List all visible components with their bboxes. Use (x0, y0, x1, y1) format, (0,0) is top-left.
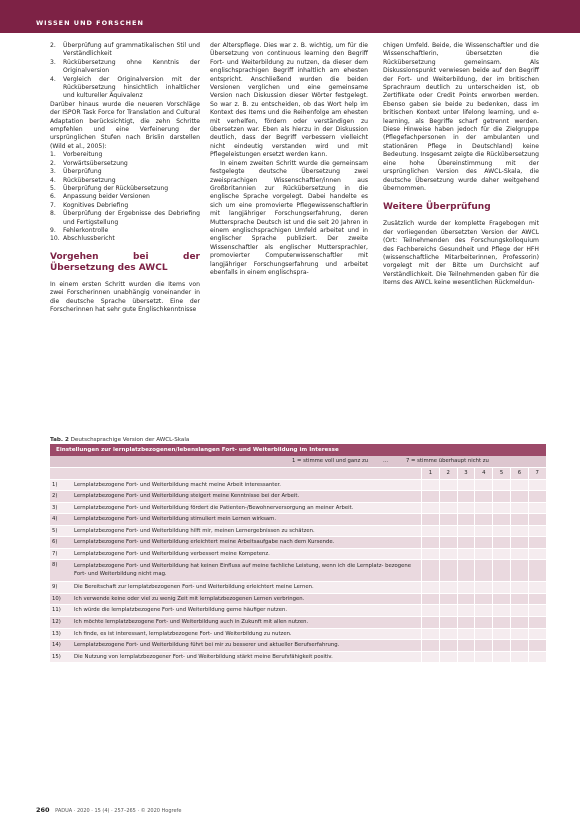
rating-cell[interactable] (439, 640, 457, 651)
rating-cell[interactable] (528, 640, 546, 651)
section-heading: Vorgehen bei der Übersetzung des AWCL (50, 251, 200, 273)
list-item (50, 59, 200, 76)
item-text: Lernplatzbezogene Fort- und Weiterbildung steigert meine Kenntnisse bei der Arbeit. (74, 493, 300, 500)
item-number: 2) (52, 493, 58, 500)
list-item-number: 5. (50, 184, 56, 192)
rating-cell[interactable] (528, 514, 546, 525)
page-number: 260 (36, 806, 50, 814)
rating-cell[interactable] (474, 629, 492, 640)
rating-cell[interactable] (510, 491, 528, 502)
paragraph: In einem zweiten Schritt wurde die gemeinsam festgelegte deutsche Übersetzung zwei zweisprachigen Wissenschaftler/innen aus Großbritannien zur Rückübersetzung in die englische Sprache vorgelegt. Dabei handelte es sich um eine promovierte Pflegewissenschaftlerin mit langjähriger Forschungserfahrung, deren Muttersprache Deutsch ist und die seit 20 Jahren in einem englischsprachigen Umfeld arbeitet und in englischer Sprache publiziert. Der zweite Wissenschaftler als englischer Muttersprachler, promovierter Computerwissenschaftler mit langjähriger Forschungserfahrung und arbeitet ebenfalls in einem englischspra- (210, 159, 368, 276)
rating-cell[interactable] (457, 582, 475, 593)
list-item-number: 3. (50, 168, 56, 176)
rating-cell[interactable] (421, 629, 439, 640)
table-body (50, 479, 546, 663)
table-row (50, 628, 546, 640)
paragraph: In einem ersten Schritt wurden die Items von zwei Forscherinnen unabhängig voneinander in die deutsche Sprache übersetzt. Eine der Forscherinnen hat sehr gute Englischkenntnisse (50, 280, 200, 313)
table-caption-text: Deutschsprachige Version der AWCL-Skala (70, 437, 190, 443)
list-item (50, 177, 200, 185)
rating-cell[interactable] (439, 560, 457, 581)
list-item-text: Abschlussbericht (63, 235, 115, 243)
rating-cell[interactable] (474, 480, 492, 491)
rating-cell[interactable] (510, 629, 528, 640)
list-item-text: Überprüfung auf grammatikalischen Stil und Verständlichkeit (63, 42, 200, 58)
rating-cell[interactable] (421, 594, 439, 605)
rating-cell[interactable] (510, 582, 528, 593)
list-item-text: Überprüfung der Ergebnisse des Debriefing und Fertigstellung (63, 210, 200, 226)
rating-cell[interactable] (457, 629, 475, 640)
rating-cell[interactable] (510, 480, 528, 491)
scale-number: 6 (510, 468, 528, 479)
list-item-number: 8. (50, 210, 56, 218)
rating-cell[interactable] (492, 491, 510, 502)
rating-cell[interactable] (528, 549, 546, 560)
table-row (50, 651, 546, 663)
rating-cell[interactable] (439, 526, 457, 537)
table-row (50, 559, 546, 581)
rating-cell[interactable] (492, 526, 510, 537)
scale-number: 2 (439, 468, 457, 479)
list-item (50, 168, 200, 176)
scale-right-label: 7 = stimme überhaupt nicht zu (406, 458, 489, 464)
list-item-number: 10. (50, 235, 60, 243)
item-number: 10) (52, 595, 61, 602)
table-row (50, 593, 546, 605)
rating-cell[interactable] (421, 526, 439, 537)
rating-cell[interactable] (510, 605, 528, 616)
section-header-band (0, 0, 580, 33)
rating-cell[interactable] (421, 605, 439, 616)
rating-cell[interactable] (528, 629, 546, 640)
list-item-text: Rückübersetzung ohne Kenntnis der Originalversion (63, 58, 200, 75)
item-text: Ich möchte lernplatzbezogene Fort- und Weiterbildung auch in Zukunft mit allen nutzen. (74, 619, 309, 626)
rating-cell[interactable] (421, 480, 439, 491)
scale-left-label: 1 = stimme voll und ganz zu (292, 458, 369, 464)
rating-cell[interactable] (474, 526, 492, 537)
rating-cell[interactable] (492, 582, 510, 593)
rating-cell[interactable] (528, 652, 546, 663)
rating-cell[interactable] (457, 560, 475, 581)
section-label: WISSEN UND FORSCHEN (36, 19, 144, 27)
rating-cell[interactable] (474, 560, 492, 581)
list-item-number: 9. (50, 226, 56, 234)
rating-cell[interactable] (510, 526, 528, 537)
item-text: Lernplatzbezogene Fort- und Weiterbildung führt bei mir zu besserer und aktueller Berufserfahrung. (74, 642, 340, 649)
table-row (50, 616, 546, 628)
page-footer (36, 806, 181, 814)
item-text: Lernplatzbezogene Fort- und Weiterbildung erleichtert meine Arbeitsaufgabe nach dem Kursende. (74, 539, 335, 546)
scale-number: 3 (457, 468, 475, 479)
item-text: Ich würde die lernplatzbezogene Fort- und Weiterbildung gerne häufiger nutzen. (74, 607, 288, 614)
item-number: 8) (52, 562, 58, 569)
item-text: Lernplatzbezogene Fort- und Weiterbildung macht meine Arbeit interessanter. (74, 481, 281, 488)
rating-cell[interactable] (457, 652, 475, 663)
rating-cell[interactable] (474, 537, 492, 548)
rating-cell[interactable] (510, 537, 528, 548)
rating-cell[interactable] (492, 640, 510, 651)
item-number: 7) (52, 550, 58, 557)
list-item-number: 4. (50, 75, 56, 83)
item-text: Lernplatzbezogene Fort- und Weiterbildung verbessert meine Kompetenz. (74, 550, 270, 557)
rating-cell[interactable] (457, 640, 475, 651)
list-item (50, 193, 200, 201)
numbered-list-top (50, 42, 200, 101)
rating-cell[interactable] (528, 537, 546, 548)
rating-cell[interactable] (439, 480, 457, 491)
rating-cell[interactable] (492, 617, 510, 628)
rating-cell[interactable] (457, 617, 475, 628)
rating-cell[interactable] (474, 640, 492, 651)
rating-cell[interactable] (474, 594, 492, 605)
rating-cell[interactable] (421, 537, 439, 548)
item-number: 6) (52, 539, 58, 546)
rating-cell[interactable] (474, 652, 492, 663)
rating-cell[interactable] (457, 549, 475, 560)
rating-cell[interactable] (510, 594, 528, 605)
list-item-number: 1. (50, 151, 56, 159)
table-caption-label: Tab. 2 (50, 437, 69, 443)
rating-cell[interactable] (528, 526, 546, 537)
item-number: 15) (52, 653, 61, 660)
scale-legend (50, 456, 546, 467)
list-item (50, 227, 200, 235)
rating-cell[interactable] (528, 594, 546, 605)
rating-cell[interactable] (439, 514, 457, 525)
list-item-number: 7. (50, 201, 56, 209)
list-item (50, 210, 200, 227)
item-number: 9) (52, 584, 58, 591)
list-item (50, 185, 200, 193)
item-text: Lernplatzbezogene Fort- und Weiterbildung hat keinen Einfluss auf meine fachliche Leistung, wenn ich die Lernplatz- bezogene Fort- und Weiterbildung nicht mag. (74, 563, 411, 578)
table-row (50, 536, 546, 548)
item-text: Lernplatzbezogene Fort- und Weiterbildung stimuliert mein Lernen wirksam. (74, 516, 277, 523)
rating-cell[interactable] (510, 640, 528, 651)
rating-cell[interactable] (421, 503, 439, 514)
rating-cell[interactable] (457, 537, 475, 548)
rating-cell[interactable] (439, 537, 457, 548)
rating-cell[interactable] (439, 594, 457, 605)
rating-cell[interactable] (510, 617, 528, 628)
rating-cell[interactable] (457, 526, 475, 537)
paragraph: Darüber hinaus wurde die neueren Vorschläge der ISPOR Task Force for Translation and Cultural Adaptation berücksichtigt, die zehn Schritte empfehlen und eine Verfeinerung der ursprünglichen Stufen nach Brislin darstellen (Wild et al., 2005): (50, 100, 200, 150)
rating-cell[interactable] (457, 491, 475, 502)
table-row (50, 479, 546, 491)
table-caption (50, 437, 189, 443)
footer-citation: PADUA · 2020 · 15 (4) · 257–265 · © 2020 Hogrefe (55, 808, 182, 814)
list-item-text: Kognitives Debriefing (63, 201, 129, 209)
paragraph: der Alterspflege. Dies war z. B. wichtig, um für die Übersetzung von continuous learning den Begriff Fort- und Weiterbildung zu nutzen, da dieser dem englischsprachigen Begriff inhaltlich am ehesten entspricht. Anschließend wurden die beiden Versionen verglichen und eine gemeinsame Version nach Diskussion dieser Wörter festgelegt. So war z. B. zu entscheiden, ob das Wort help im Kontext des Items und die Reihenfolge am ehesten mit verhelfen, fördern oder verständigen zu übersetzen war. Eben als hierzu in der Diskussion deutlich, dass der Begriff verbessern vielleicht nicht eindeutig verstanden wird und mit Pflegeleistungen ersetzt werden kann. (210, 42, 368, 159)
rating-cell[interactable] (421, 560, 439, 581)
rating-cell[interactable] (421, 582, 439, 593)
item-number: 12) (52, 619, 61, 626)
list-item-text: Vorbereitung (63, 151, 103, 159)
table-header: Einstellungen zur lernplatzbezogenen/lebenslangen Fort- und Weiterbildung im Interesse (50, 444, 546, 456)
section-heading: Weitere Überprüfung (383, 202, 491, 213)
rating-cell[interactable] (492, 480, 510, 491)
item-text: Lernplatzbezogene Fort- und Weiterbildung hilft mir, meinen Lernergebnissen zu schätzen. (74, 527, 315, 534)
rating-cell[interactable] (492, 652, 510, 663)
list-item-number: 4. (50, 176, 56, 184)
item-number: 14) (52, 642, 61, 649)
list-item (50, 235, 200, 243)
list-item-number: 6. (50, 193, 56, 201)
rating-cell[interactable] (510, 652, 528, 663)
item-text: Die Bereitschaft zur lernplatzbezogenen Fort- und Weiterbildung erleichtert meine Lernen. (74, 584, 314, 591)
numbered-list-steps (50, 151, 200, 243)
rating-cell[interactable] (457, 514, 475, 525)
item-text: Ich verwende keine oder viel zu wenig Zeit mit lernplatzbezogenen Lernen verbringen. (74, 595, 305, 602)
scale-number-row (50, 467, 546, 479)
rating-cell[interactable] (421, 652, 439, 663)
rating-cell[interactable] (439, 503, 457, 514)
awcl-table (50, 444, 546, 662)
rating-cell[interactable] (474, 491, 492, 502)
rating-cell[interactable] (439, 549, 457, 560)
list-item-text: Vergleich der Originalversion mit der Rückübersetzung hinsichtlich inhaltlicher und kultureller Äquivalenz (63, 75, 200, 100)
list-item-number: 3. (50, 58, 56, 66)
item-text: Lernplatzbezogene Fort- und Weiterbildung fördert die Patienten-/Bewohnerversorgung an meiner Arbeit. (74, 504, 354, 511)
rating-cell[interactable] (492, 629, 510, 640)
rating-cell[interactable] (492, 514, 510, 525)
list-item-text: Vorwärtsübersetzung (63, 159, 128, 167)
scale-number: 1 (421, 468, 439, 479)
list-item (50, 76, 200, 101)
item-number: 11) (52, 607, 61, 614)
rating-cell[interactable] (510, 549, 528, 560)
rating-cell[interactable] (528, 560, 546, 581)
table-row (50, 490, 546, 502)
list-item-text: Anpassung beider Versionen (63, 193, 150, 201)
rating-cell[interactable] (528, 480, 546, 491)
rating-cell[interactable] (457, 605, 475, 616)
rating-cell[interactable] (439, 652, 457, 663)
item-number: 13) (52, 630, 61, 637)
paragraph: Zusätzlich wurde der komplette Fragebogen mit der vorliegenden übersetzten Version der AWCL (Ort: Teilnehmenden des Forschungskolloquium des Fachbereichs Gesundheit und Pflege der HFH (wissenschaftliche Mitarbeiterinnen, Professorin) vorgelegt mit der Bitte um Durchsicht auf Verständlichkeit. Die Teilnehmenden gaben für die Items des AWCL keine wesentlichen Rückmeldun- (383, 220, 539, 287)
scale-number: 5 (492, 468, 510, 479)
rating-cell[interactable] (439, 629, 457, 640)
rating-cell[interactable] (439, 491, 457, 502)
rating-cell[interactable] (528, 605, 546, 616)
rating-cell[interactable] (439, 605, 457, 616)
rating-cell[interactable] (474, 617, 492, 628)
rating-cell[interactable] (492, 537, 510, 548)
item-number: 1) (52, 481, 58, 488)
item-number: 5) (52, 527, 58, 534)
text-column-1 (50, 42, 200, 314)
list-item-number: 2. (50, 42, 56, 49)
list-item (50, 151, 200, 159)
table-row (50, 502, 546, 514)
rating-cell[interactable] (528, 617, 546, 628)
text-column-2 (210, 42, 368, 277)
rating-cell[interactable] (510, 503, 528, 514)
rating-cell[interactable] (510, 560, 528, 581)
rating-cell[interactable] (474, 549, 492, 560)
item-text: Ich finde, es ist interessant, lernplatzbezogene Fort- und Weiterbildung zu nutzen. (74, 630, 292, 637)
rating-cell[interactable] (421, 514, 439, 525)
list-item-text: Überprüfung (63, 168, 102, 176)
table-row (50, 513, 546, 525)
rating-cell[interactable] (528, 503, 546, 514)
scale-number: 4 (474, 468, 492, 479)
rating-cell[interactable] (492, 560, 510, 581)
rating-cell[interactable] (474, 582, 492, 593)
rating-cell[interactable] (474, 605, 492, 616)
text-column-3 (383, 42, 539, 288)
rating-cell[interactable] (492, 549, 510, 560)
rating-cell[interactable] (439, 617, 457, 628)
rating-cell[interactable] (492, 594, 510, 605)
list-item-text: Fehlerkontrolle (63, 226, 109, 234)
list-item (50, 160, 200, 168)
list-item-number: 2. (50, 159, 56, 167)
rating-cell[interactable] (421, 640, 439, 651)
scale-mid-label: ... (383, 458, 389, 464)
table-row (50, 604, 546, 616)
rating-cell[interactable] (492, 605, 510, 616)
rating-cell[interactable] (528, 491, 546, 502)
rating-cell[interactable] (457, 594, 475, 605)
paragraph: chigen Umfeld. Beide, die Wissenschaftler und die Wissenschaftlerin, übersetzten die Rückübersetzung gemeinsam. Als Diskussionspunkt verwiesen beide auf den Begriff der Fort- und Weiterbildung, der im britischen Sprachraum deutlich zu unterscheiden ist, ob Zertifikate oder Credit Points erworben werden. Ebenso gaben sie beide zu bedenken, dass im britischen Kontext unter lifelong learning, und e-learning, als Begriffe scharf getrennt werden. Diese Hinweise haben jedoch für die Zielgruppe (Pflegefachpersonen in der ambulanten und stationären Pflege in Deutschland) keine Bedeutung. Insgesamt zeigte die Rückübersetzung eine hohe Übereinstimmung mit der ursprünglichen Version des AWCL-Skala, die deutsche Übersetzung wurde daher weitgehend übernommen. (383, 42, 539, 192)
rating-cell[interactable] (474, 503, 492, 514)
list-item (50, 42, 200, 59)
table-row (50, 525, 546, 537)
rating-cell[interactable] (421, 491, 439, 502)
rating-cell[interactable] (421, 617, 439, 628)
list-item-text: Rückübersetzung (63, 176, 116, 184)
rating-cell[interactable] (510, 514, 528, 525)
list-item (50, 202, 200, 210)
table-row (50, 639, 546, 651)
rating-cell[interactable] (457, 503, 475, 514)
item-text: Die Nutzung von lernplatzbezogener Fort- und Weiterbildung stärkt meine Berufsfähigkeit positiv. (74, 653, 333, 660)
scale-number: 7 (528, 468, 546, 479)
rating-cell[interactable] (457, 480, 475, 491)
table-row (50, 581, 546, 593)
rating-cell[interactable] (492, 503, 510, 514)
item-number: 3) (52, 504, 58, 511)
rating-cell[interactable] (474, 514, 492, 525)
table-row (50, 548, 546, 560)
rating-cell[interactable] (528, 582, 546, 593)
item-number: 4) (52, 516, 58, 523)
list-item-text: Überprüfung der Rückübersetzung (63, 184, 169, 192)
rating-cell[interactable] (421, 549, 439, 560)
rating-cell[interactable] (439, 582, 457, 593)
